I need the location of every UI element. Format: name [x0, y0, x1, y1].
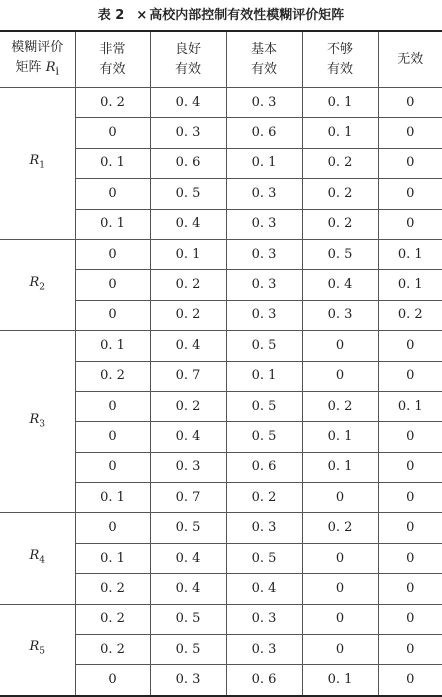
table-cell: 0. 3: [226, 604, 302, 634]
table-row: [0, 239, 442, 269]
table-cell: 0: [378, 543, 442, 573]
header-line1: 非常: [99, 41, 126, 57]
matrix-subscript: 3: [39, 419, 46, 430]
table-caption: [0, 4, 442, 28]
table-cell: 0. 2: [75, 88, 150, 118]
table-cell: 0: [302, 331, 378, 361]
table-cell: 0. 1: [302, 452, 378, 482]
table-cell: 0. 3: [150, 452, 226, 482]
table-cell: 0. 2: [150, 270, 226, 300]
header-line2: 有效: [174, 61, 201, 77]
table-cell: 0. 3: [150, 118, 226, 148]
caption-mark: ×: [136, 8, 148, 23]
table-cell: 0. 5: [302, 239, 378, 269]
table-cell: 0: [75, 179, 150, 209]
matrix-letter: R: [29, 274, 40, 290]
table-cell: 0. 5: [150, 513, 226, 543]
table-cell: 0: [378, 209, 442, 239]
table-cell: 0: [378, 88, 442, 118]
header-basic-effective: [226, 31, 302, 88]
table-cell: 0. 2: [302, 209, 378, 239]
table-cell: 0. 5: [150, 604, 226, 634]
table-row: [0, 331, 442, 361]
table-cell: 0. 1: [378, 239, 442, 269]
table-cell: 0. 5: [150, 635, 226, 665]
table-cell: 0. 2: [75, 635, 150, 665]
matrix-subscript: 5: [39, 647, 46, 658]
table-cell: 0: [378, 635, 442, 665]
table-cell: 0: [378, 574, 442, 604]
table-cell: 0. 1: [378, 270, 442, 300]
header-line1: 模糊评价: [11, 39, 64, 55]
table-cell: 0. 3: [150, 665, 226, 696]
table-cell: 0. 5: [226, 543, 302, 573]
table-cell: 0. 2: [75, 604, 150, 634]
matrix-label-r2: [0, 239, 75, 330]
table-cell: 0: [75, 422, 150, 452]
table-cell: 0: [302, 604, 378, 634]
table-cell: 0. 3: [226, 513, 302, 543]
table-cell: 0. 5: [150, 179, 226, 209]
table-cell: 0: [75, 300, 150, 330]
table-cell: 0. 5: [226, 391, 302, 421]
fuzzy-evaluation-matrix-table: [0, 30, 442, 697]
table-cell: 0. 2: [302, 391, 378, 421]
table-cell: 0: [75, 270, 150, 300]
table-cell: 0. 3: [226, 270, 302, 300]
table-cell: 0: [302, 574, 378, 604]
header-matrix: [0, 31, 75, 88]
table-cell: 0: [378, 422, 442, 452]
matrix-label-r5: [0, 604, 75, 696]
header-sub: i: [55, 64, 59, 78]
table-cell: 0. 3: [226, 635, 302, 665]
matrix-subscript: 1: [39, 160, 46, 171]
table-cell: 0: [75, 665, 150, 696]
matrix-letter: R: [29, 639, 40, 655]
matrix-body: [0, 88, 442, 696]
table-cell: 0. 2: [302, 148, 378, 178]
table-cell: 0. 1: [302, 88, 378, 118]
table-cell: 0: [75, 513, 150, 543]
table-row: [0, 604, 442, 634]
table-cell: 0. 7: [150, 483, 226, 513]
table-cell: 0. 4: [150, 209, 226, 239]
table-cell: 0. 7: [150, 361, 226, 391]
table-cell: 0: [302, 483, 378, 513]
header-line1: 不够: [326, 41, 353, 57]
table-cell: 0. 2: [75, 574, 150, 604]
header-good-effective: [150, 31, 226, 88]
table-cell: 0. 4: [302, 270, 378, 300]
table-cell: 0. 6: [226, 452, 302, 482]
table-cell: 0: [75, 118, 150, 148]
matrix-subscript: 2: [39, 282, 46, 293]
table-cell: 0: [378, 361, 442, 391]
table-cell: 0. 1: [75, 148, 150, 178]
table-cell: 0: [378, 665, 442, 696]
table-cell: 0. 1: [75, 209, 150, 239]
header-ineffective: [378, 31, 442, 88]
table-cell: 0. 1: [302, 665, 378, 696]
table-cell: 0. 2: [150, 391, 226, 421]
table-cell: 0. 3: [226, 300, 302, 330]
matrix-subscript: 4: [39, 555, 46, 566]
table-cell: 0. 1: [75, 543, 150, 573]
table-cell: 0: [378, 604, 442, 634]
table-cell: 0. 4: [150, 574, 226, 604]
table-cell: 0. 5: [226, 331, 302, 361]
table-cell: 0. 2: [226, 483, 302, 513]
table-cell: 0: [75, 452, 150, 482]
matrix-label-r1: [0, 88, 75, 240]
header-line1: 良好: [174, 41, 201, 57]
table-cell: 0: [378, 148, 442, 178]
table-cell: 0. 2: [302, 513, 378, 543]
matrix-letter: R: [29, 153, 40, 169]
table-row: [0, 513, 442, 543]
table-cell: 0. 1: [302, 422, 378, 452]
table-cell: 0: [302, 543, 378, 573]
table-cell: 0. 6: [226, 665, 302, 696]
matrix-label-r4: [0, 513, 75, 604]
header-italic: R: [45, 59, 56, 75]
table-cell: 0. 1: [150, 239, 226, 269]
table-cell: 0. 2: [75, 361, 150, 391]
table-number: 表 2: [97, 8, 125, 23]
table-cell: 0. 4: [150, 543, 226, 573]
table-cell: 0. 3: [226, 88, 302, 118]
table-cell: 0: [302, 635, 378, 665]
table-cell: 0. 1: [378, 391, 442, 421]
table-cell: 0. 2: [378, 300, 442, 330]
header-line1: 基本: [250, 41, 277, 57]
table-cell: 0: [75, 239, 150, 269]
table-cell: 0. 6: [150, 148, 226, 178]
header-line2: 有效: [326, 61, 353, 77]
table-cell: 0: [378, 118, 442, 148]
table-cell: 0: [378, 483, 442, 513]
header-line2: 有效: [250, 61, 277, 77]
table-cell: 0. 2: [302, 179, 378, 209]
table-cell: 0. 4: [150, 422, 226, 452]
table-cell: 0. 3: [226, 239, 302, 269]
header-line2: 有效: [99, 61, 126, 77]
table-cell: 0: [378, 179, 442, 209]
table-cell: 0: [378, 452, 442, 482]
table-cell: 0. 3: [226, 179, 302, 209]
table-cell: 0: [75, 391, 150, 421]
header-line2: 矩阵: [15, 59, 46, 75]
table-cell: 0. 2: [150, 300, 226, 330]
table-cell: 0. 1: [75, 483, 150, 513]
table-cell: 0. 4: [150, 88, 226, 118]
table-cell: 0. 1: [226, 148, 302, 178]
table-cell: 0: [302, 361, 378, 391]
header-row: [0, 31, 442, 88]
table-cell: 0. 3: [226, 209, 302, 239]
table-cell: 0. 3: [302, 300, 378, 330]
header-not-enough-effective: [302, 31, 378, 88]
table-row: [0, 88, 442, 118]
matrix-letter: R: [29, 411, 40, 427]
table-cell: 0. 1: [302, 118, 378, 148]
header-very-effective: [75, 31, 150, 88]
table-cell: 0: [378, 513, 442, 543]
matrix-label-r3: [0, 331, 75, 513]
table-cell: 0. 1: [226, 361, 302, 391]
table-cell: 0. 6: [226, 118, 302, 148]
table-cell: 0. 5: [226, 422, 302, 452]
table-cell: 0. 1: [75, 331, 150, 361]
header-line1: 无效: [397, 51, 424, 67]
table-title: 高校内部控制有效性模糊评价矩阵: [149, 8, 345, 23]
matrix-letter: R: [29, 548, 40, 564]
table-cell: 0. 4: [150, 331, 226, 361]
table-cell: 0. 4: [226, 574, 302, 604]
table-cell: 0: [378, 331, 442, 361]
